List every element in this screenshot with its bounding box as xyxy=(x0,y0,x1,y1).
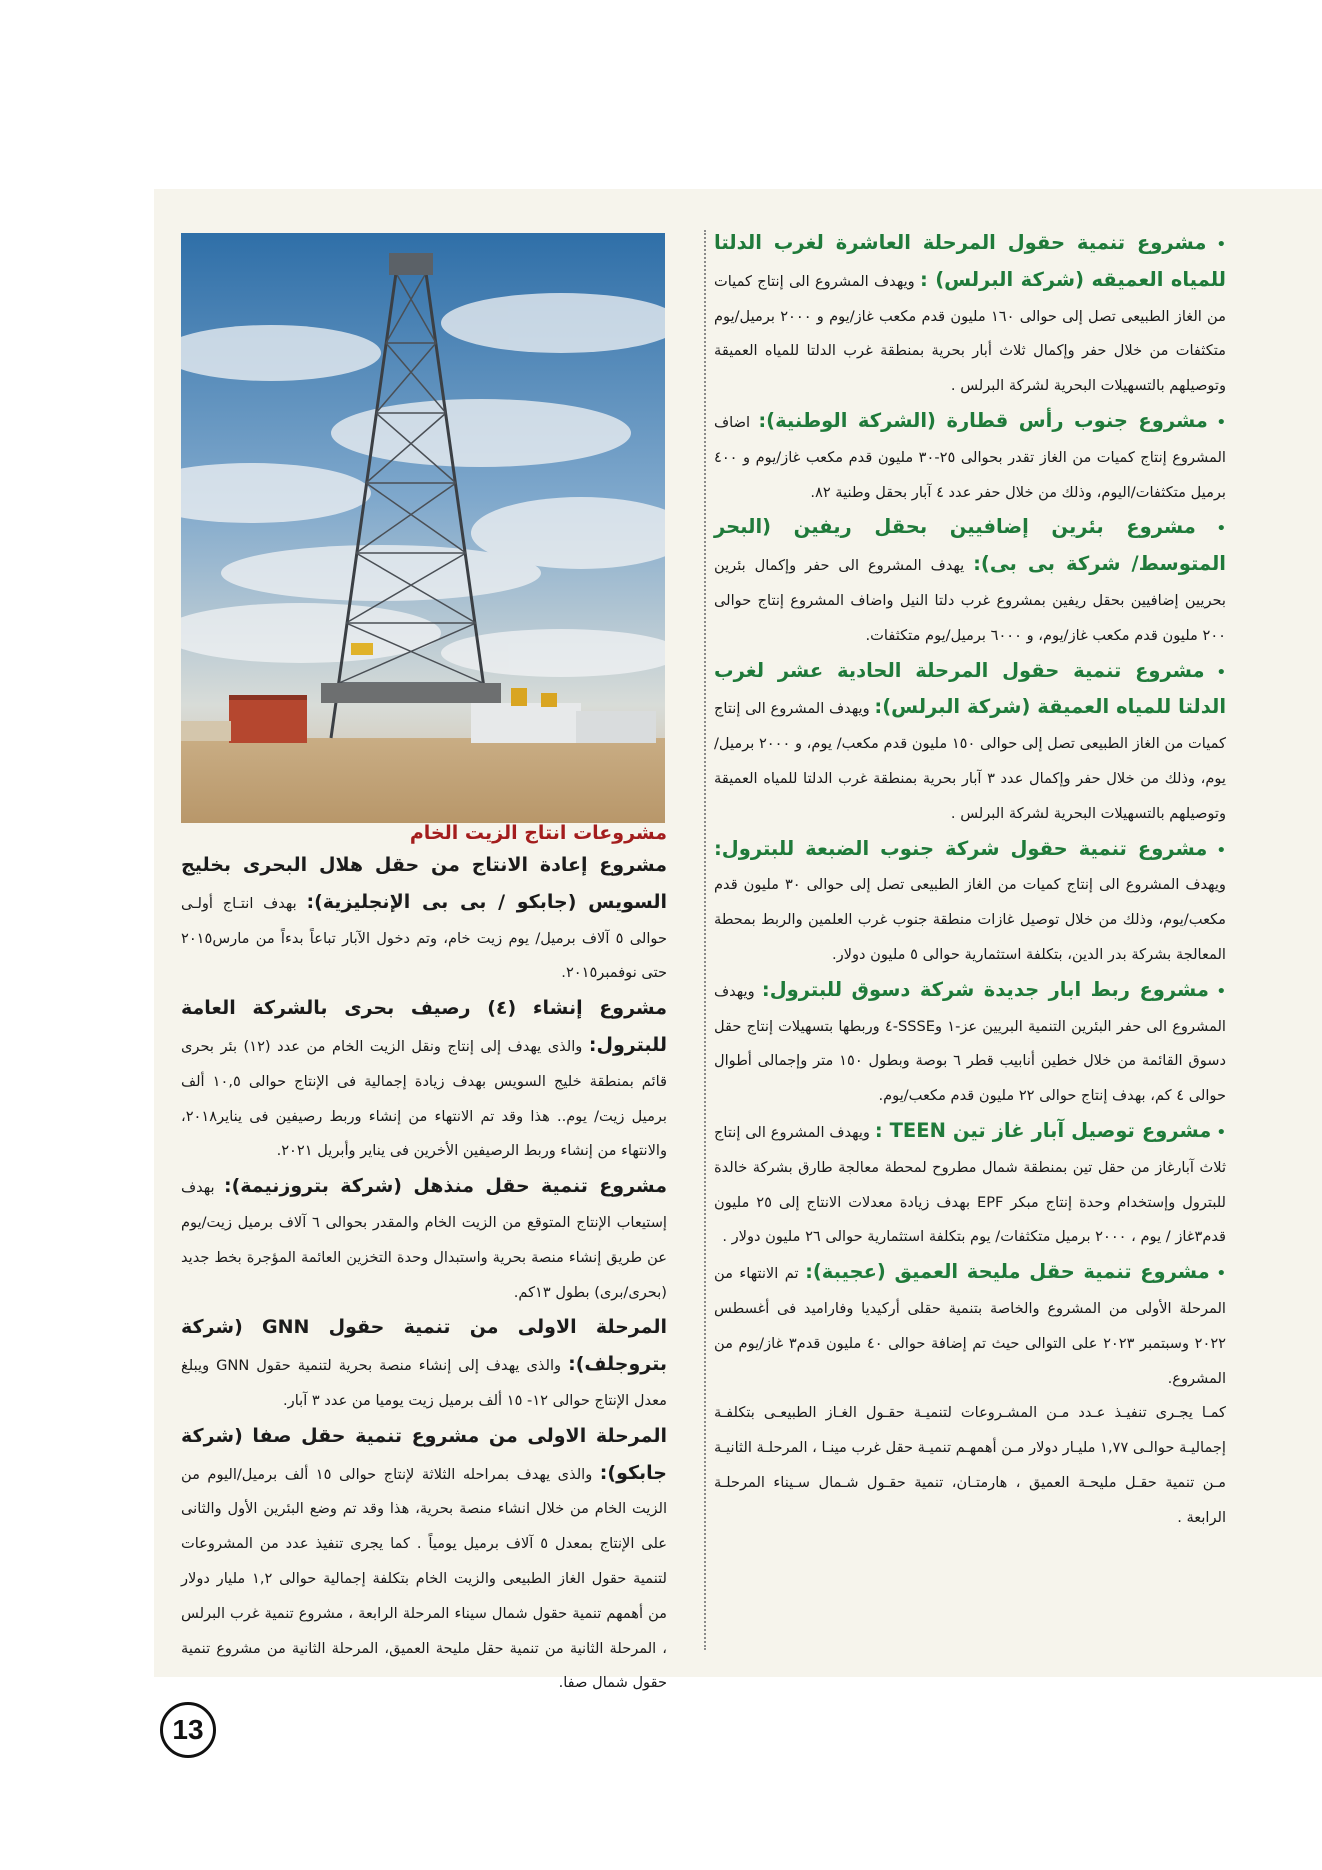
paragraph-5 xyxy=(714,832,1226,973)
left-paragraph-1 xyxy=(181,848,667,991)
left-paragraph-4 xyxy=(181,1310,667,1418)
project-heading: مشروع تنمية حقول شركة جنوب الضبعة للبترول: xyxy=(714,836,1208,860)
left-paragraph-2 xyxy=(181,991,667,1169)
project-heading: مشروع بئرين إضافيين بحقل ريفين (البحر المتوسط/ شركة بى بى): xyxy=(714,515,1226,576)
paragraph-2 xyxy=(714,404,1226,510)
project-heading: مشروع تنمية حقول المرحلة العاشرة لغرب الدلتا للمياه العميقه (شركة البرلس) : xyxy=(714,231,1226,291)
column-divider xyxy=(704,230,706,1650)
left-column xyxy=(181,818,667,1701)
section-title: مشروعات انتاج الزيت الخام xyxy=(409,822,667,844)
project-body: ويهدف المشروع الى إنتاج كميات من الغاز الطبيعى تصل إلى حوالى ٣٠ مليون قدم مكعب/يوم، وذلك من خلال توصيل غازات منطقة جنوب غرب العلمين والربط بمحطة المعالجة بشركة بدر الدين، بتكلفة استثمارية حوالى ٥ مليون دولار. xyxy=(714,876,1226,963)
closing-paragraph: كمـا يجـرى تنفيـذ عـدد مـن المشـروعات لتنميـة حقـول الغـاز الطبيعـى بتكلفـة إجماليـة حوالـى ١,٧٧ مليـار دولار مـن أهمهـم تنميـة حقل غرب مينـا ، المرحلـة الثانيـة مـن تنمية حقـل مليحـة العميق ، هارمتـان، تنمية حقـول شـمال سـيناء المرحلـة الرابعة . xyxy=(714,1404,1226,1526)
paragraph-7 xyxy=(714,1114,1226,1255)
bullet-icon: • xyxy=(1209,1265,1226,1283)
page-number: 13 xyxy=(160,1702,216,1758)
bullet-icon: • xyxy=(1207,841,1226,859)
project-body: اضاف المشروع إنتاج كميات من الغاز تقدر بحوالى ٢٥-٣٠ مليون قدم مكعب غاز/يوم و ٤٠٠ برميل متكثفات/اليوم، وذلك من خلال حفر عدد ٤ آبار بحقل وطنية ٨٢. xyxy=(714,413,1226,501)
project-heading: مشروع ربط ابار جديدة شركة دسوق للبترول: xyxy=(761,977,1209,1001)
bullet-icon: • xyxy=(1206,236,1226,253)
project-body: ويهدف المشروع الى إنتاج كميات من الغاز الطبيعى تصل إلى حوالى ١٥٠ مليون قدم مكعب/ يوم، و ٢٠٠٠ برميل/يوم، وذلك من خلال حفر وإكمال عدد ٣ آبار بحرية بمنطقة غرب الدلتا للمياه العميقة وتوصيلهم بالتسهيلات البحرية لشركة البرلس . xyxy=(714,700,1226,822)
project-heading: مشروع تنمية حقول المرحلة الحادية عشر لغرب الدلتا للمياه العميقة (شركة البرلس): xyxy=(714,658,1226,719)
project-body: بهدف انتـاج أولـى حوالى ٥ آلاف برميل/ يوم زيت خام، وتم دخول الآبار تباعاً بدءاً من مارس٢٠١٥ حتى نوفمبر٢٠١٥. xyxy=(181,894,667,982)
project-heading: مشروع تنمية حقل منذهل (شركة بتروزنيمة): xyxy=(223,1175,667,1198)
project-heading: مشروع إنشاء (٤) رصيف بحرى بالشركة العامة للبترول: xyxy=(181,997,667,1056)
paragraph-8 xyxy=(714,1255,1226,1396)
paragraph-1 xyxy=(714,226,1226,404)
project-body: والذى يهدف إلى إنتاج ونقل الزيت الخام من عدد (١٢) بئر بحرى قائم بمنطقة خليج السويس بهدف زيادة إجمالية فى الإنتاج حوالى ١٠,٥ ألف برميل زيت/ يوم.. هذا وقد تم الانتهاء من إنشاء وربط رصيفين فى يناير٢٠١٨، والانتهاء من إنشاء وربط الرصيفين الأخرين فى يناير وأبريل ٢٠٢١. xyxy=(181,1037,668,1160)
project-heading: مشروع توصيل آبار غاز تين TEEN : xyxy=(874,1118,1212,1142)
project-body: يهدف المشروع الى حفر وإكمال بئرين بحريين إضافيين بحقل ريفين بمشروع غرب دلتا النيل واضاف المشروع إنتاج حوالى ٢٠٠ مليون قدم مكعب غاز/يوم، و ٦٠٠٠ برميل/يوم متكثفات. xyxy=(714,557,1226,644)
paragraph-3 xyxy=(714,510,1226,653)
project-body: ويهدف المشروع الى إنتاج كميات من الغاز الطبيعى تصل إلى حوالى ١٦٠ مليون قدم مكعب غاز/يوم و ٢٠٠٠ برميل/يوم متكثفات من خلال حفر وإكمال ثلاث أبار بحرية بمنطقة غرب الدلتا للمياه العميقة وتوصيلهم بالتسهيلات البحرية لشركة البرلس . xyxy=(714,272,1226,395)
project-heading: المرحلة الاولى من تنمية حقول GNN (شركة بتروجلف): xyxy=(181,1316,667,1376)
bullet-icon: • xyxy=(1207,413,1226,431)
project-body: ويهدف المشروع الى إنتاج ثلاث آبارغاز من حقل تين بمنطقة شمال مطروح لمحطة معالجة طارق بشركة خالدة للبترول وإستخدام وحدة إنتاج مبكر EPF بهدف زيادة معدلات الانتاج إلى ٢٥ مليون قدم٣غاز / يوم ، ٢٠٠٠ برميل متكثفات/ يوم بتكلفة استثمارية حوالى ٢٦ مليون دولار . xyxy=(714,1123,1227,1246)
left-paragraph-5 xyxy=(181,1419,667,1701)
project-body: تم الانتهاء من المرحلة الأولى من المشروع والخاصة بتنمية حقلى أركيديا وفاراميد فى أغسطس ٢٠٢٢ وسبتمبر ٢٠٢٣ على التوالى حيث تم إضافة حوالى ٤٠ مليون قدم٣ غاز/يوم من المشروع. xyxy=(714,1265,1226,1387)
project-body: والذى يهدف بمراحله الثلاثة لإنتاج حوالى ١٥ ألف برميل/اليوم من الزيت الخام من خلال انشاء منصة بحرية، هذا وقد تم وضع البئرين الأول والثانى على الإنتاج بمعدل ٥ آلاف برميل يومياً . كما يجرى تنفيذ عدد من المشروعات لتنمية حقول الغاز الطبيعى والزيت الخام بتكلفة إجمالية حوالى ١,٢ مليار دولار من أهمهم تنمية حقول شمال سيناء المرحلة الرابعة ، مشروع تنمية غرب البرلس ، المرحلة الثانية من تنمية حقل مليحة العميق، المرحلة الثانية من مشروع تنمية حقول شمال صفا. xyxy=(181,1465,667,1692)
bullet-icon: • xyxy=(1204,663,1226,681)
left-paragraph-3 xyxy=(181,1169,667,1310)
project-heading: مشروع تنمية حقل مليحة العميق (عجيبة): xyxy=(805,1260,1210,1284)
project-body: ويهدف المشروع الى حفر البئرين التنمية البريين عز-١ وSSSE-٤ وربطها بتسهيلات إنتاج حقل دسوق القائمة من خلال خطين أنابيب قطر ٦ بوصة وبطول ١٥٠ متر وإجمالى أطوال حوالى ٤ كم، بهدف إنتاج حوالى ٢٢ مليون قدم مكعب/يوم. xyxy=(714,982,1226,1105)
project-body: والذى يهدف إلى إنشاء منصة بحرية لتنمية حقول GNN ويبلغ معدل الإنتاج حوالى ١٢- ١٥ ألف برميل زيت يوميا من عدد ٣ آبار. xyxy=(181,1357,667,1409)
drilling-rig-photo xyxy=(181,233,665,823)
bullet-icon: • xyxy=(1211,1123,1226,1141)
project-heading: المرحلة الاولى من مشروع تنمية حقل صفا (شركة جابكو): xyxy=(181,1424,667,1484)
right-column xyxy=(714,226,1226,1535)
project-body: بهدف إستيعاب الإنتاج المتوقع من الزيت الخام والمقدر بحوالى ٦ آلاف برميل زيت/يوم عن طريق إنشاء منصة بحرية واستبدال وحدة التخزين العائمة المؤجرة بخط جديد (بحرى/برى) بطول ١٣كم. xyxy=(181,1179,667,1301)
paragraph-4 xyxy=(714,654,1226,832)
bullet-icon: • xyxy=(1195,520,1226,538)
paragraph-6 xyxy=(714,973,1226,1114)
project-heading: مشروع إعادة الانتاج من حقل هلال البحرى بخليج السويس (جابكو / بى بى الإنجليزية): xyxy=(181,854,667,913)
bullet-icon: • xyxy=(1208,982,1226,1000)
project-heading: مشروع جنوب رأس قطارة (الشركة الوطنية): xyxy=(758,408,1208,432)
